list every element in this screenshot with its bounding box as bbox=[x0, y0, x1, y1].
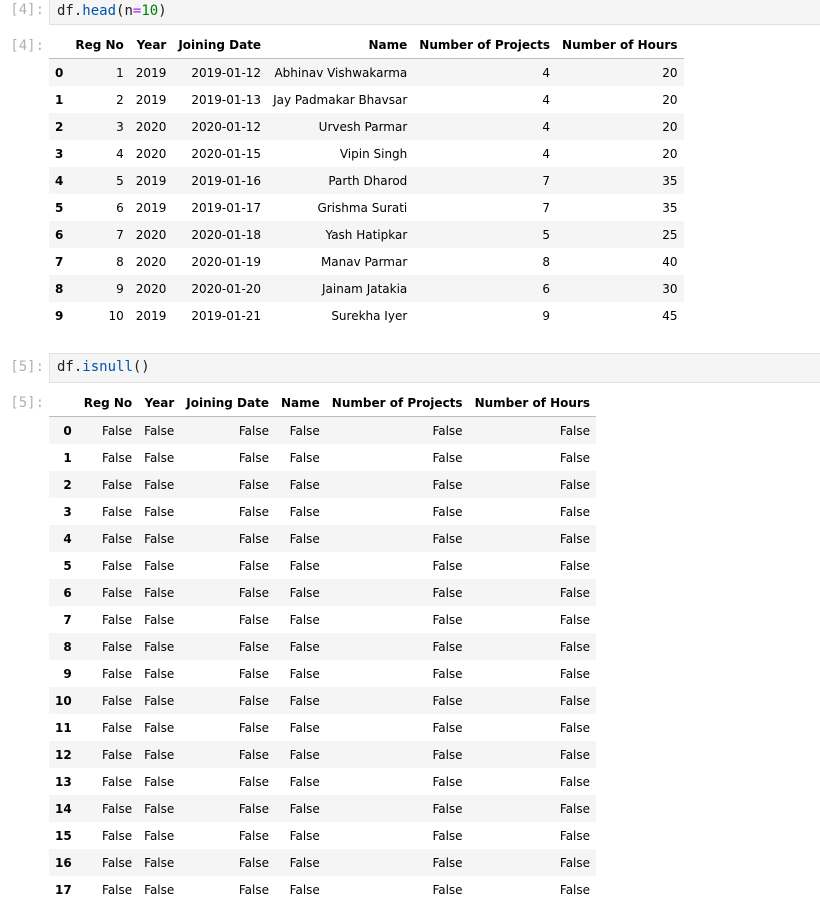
row-index: 13 bbox=[55, 774, 72, 789]
table-cell: False bbox=[432, 747, 463, 762]
table-cell: False bbox=[289, 612, 320, 627]
row-index: 5 bbox=[63, 558, 72, 573]
table-cell: False bbox=[432, 639, 463, 654]
table-cell: False bbox=[432, 666, 463, 681]
table-cell: Jainam Jatakia bbox=[322, 281, 408, 296]
row-index: 8 bbox=[63, 639, 72, 654]
cell-5-input-prompt: [5]: bbox=[10, 359, 44, 375]
table-cell: False bbox=[432, 801, 463, 816]
table-cell: False bbox=[144, 666, 175, 681]
column-header: Year bbox=[138, 390, 180, 417]
table-cell: False bbox=[102, 612, 133, 627]
table-cell: False bbox=[102, 531, 133, 546]
table-row bbox=[49, 167, 684, 194]
table-cell: False bbox=[432, 450, 463, 465]
table-cell: False bbox=[102, 774, 133, 789]
table-row bbox=[49, 795, 596, 822]
table-cell: False bbox=[559, 423, 591, 438]
table-cell: False bbox=[144, 558, 175, 573]
table-cell: False bbox=[559, 558, 591, 573]
table-cell: 6 bbox=[116, 200, 124, 215]
table-cell: False bbox=[432, 504, 463, 519]
table-row bbox=[49, 59, 684, 87]
code-dot: . bbox=[73, 359, 83, 375]
table-cell: 2019 bbox=[135, 65, 167, 80]
table-row bbox=[49, 876, 596, 903]
table-cell: False bbox=[144, 801, 175, 816]
table-cell: False bbox=[559, 477, 591, 492]
table-cell: False bbox=[559, 828, 591, 843]
table-header-row bbox=[49, 32, 684, 59]
table-cell: False bbox=[102, 882, 133, 897]
table-cell: False bbox=[238, 477, 269, 492]
table-cell: 4 bbox=[542, 92, 551, 107]
table-cell: False bbox=[238, 693, 269, 708]
table-row bbox=[49, 275, 684, 302]
table-cell: False bbox=[144, 450, 175, 465]
table-cell: False bbox=[432, 585, 463, 600]
table-cell: False bbox=[432, 720, 463, 735]
table-row bbox=[49, 660, 596, 687]
table-cell: False bbox=[144, 531, 175, 546]
row-index: 11 bbox=[55, 720, 72, 735]
cell-4-input-prompt: [4]: bbox=[10, 2, 44, 18]
table-cell: False bbox=[289, 801, 320, 816]
table-cell: False bbox=[559, 801, 591, 816]
table-cell: False bbox=[238, 531, 269, 546]
table-cell: False bbox=[289, 531, 320, 546]
table-cell: False bbox=[144, 639, 175, 654]
table-cell: 20 bbox=[662, 119, 678, 134]
column-header: Number of Projects bbox=[326, 390, 469, 417]
table-cell: False bbox=[102, 504, 133, 519]
table-cell: False bbox=[144, 720, 175, 735]
table-cell: 20 bbox=[662, 65, 678, 80]
row-index: 17 bbox=[55, 882, 72, 897]
table-cell: 2020 bbox=[135, 254, 167, 269]
cell-5-code-input[interactable] bbox=[49, 353, 820, 383]
code-kwarg: n bbox=[124, 3, 133, 19]
table-cell: 1 bbox=[116, 65, 124, 80]
code-object: df bbox=[57, 359, 74, 375]
table-cell: 4 bbox=[542, 119, 551, 134]
table-cell: False bbox=[559, 747, 591, 762]
table-cell: False bbox=[238, 801, 269, 816]
table-cell: 2019 bbox=[135, 173, 167, 188]
row-index: 2 bbox=[63, 477, 72, 492]
row-index: 7 bbox=[55, 254, 64, 269]
table-cell: Urvesh Parmar bbox=[318, 119, 408, 134]
row-index: 2 bbox=[55, 119, 64, 134]
row-index: 15 bbox=[55, 828, 72, 843]
code-number: 10 bbox=[141, 3, 159, 19]
table-row bbox=[49, 525, 596, 552]
table-cell: Grishma Surati bbox=[317, 200, 408, 215]
code-method: isnull bbox=[82, 359, 133, 375]
table-cell: False bbox=[238, 558, 269, 573]
table-row bbox=[49, 221, 684, 248]
table-cell: 20 bbox=[662, 92, 678, 107]
table-cell: 25 bbox=[662, 227, 678, 242]
table-cell: 2019-01-17 bbox=[191, 200, 262, 215]
table-cell: Manav Parmar bbox=[320, 254, 408, 269]
cell-4-code bbox=[57, 3, 167, 19]
table-row bbox=[49, 741, 596, 768]
table-cell: 7 bbox=[542, 173, 551, 188]
table-row bbox=[49, 113, 684, 140]
table-row bbox=[49, 194, 684, 221]
table-cell: False bbox=[559, 720, 591, 735]
table-cell: 4 bbox=[542, 146, 551, 161]
table-cell: 9 bbox=[542, 308, 551, 323]
table-cell: Surekha Iyer bbox=[331, 308, 408, 323]
row-index: 3 bbox=[55, 146, 64, 161]
table-cell: False bbox=[289, 450, 320, 465]
table-row bbox=[49, 302, 684, 329]
table-row bbox=[49, 687, 596, 714]
table-row bbox=[49, 633, 596, 660]
row-index: 10 bbox=[55, 693, 72, 708]
table-row bbox=[49, 849, 596, 876]
table-row bbox=[49, 86, 684, 113]
table-cell: False bbox=[289, 855, 320, 870]
table-cell: False bbox=[144, 477, 175, 492]
table-cell: False bbox=[559, 855, 591, 870]
table-cell: 6 bbox=[542, 281, 551, 296]
table-cell: 10 bbox=[108, 308, 124, 323]
table-cell: False bbox=[289, 882, 320, 897]
table-cell: False bbox=[289, 477, 320, 492]
table-cell: 20 bbox=[662, 146, 678, 161]
table-cell: 2019-01-12 bbox=[191, 65, 262, 80]
table-cell: False bbox=[144, 747, 175, 762]
table-cell: False bbox=[238, 774, 269, 789]
column-header: Name bbox=[267, 32, 413, 59]
column-header: Reg No bbox=[69, 32, 129, 59]
table-cell: 4 bbox=[542, 65, 551, 80]
table-cell: False bbox=[238, 855, 269, 870]
table-cell: 2020-01-19 bbox=[191, 254, 262, 269]
table-row bbox=[49, 714, 596, 741]
table-cell: Parth Dharod bbox=[328, 173, 408, 188]
table-cell: 5 bbox=[116, 173, 124, 188]
table-cell: False bbox=[238, 423, 269, 438]
table-cell: Yash Hatipkar bbox=[325, 227, 408, 242]
table-cell: False bbox=[238, 882, 269, 897]
code-object: df bbox=[57, 3, 74, 19]
table-cell: False bbox=[559, 585, 591, 600]
table-cell: False bbox=[102, 855, 133, 870]
table-header-row bbox=[49, 390, 596, 417]
table-body bbox=[49, 59, 684, 330]
table-cell: False bbox=[144, 774, 175, 789]
table-cell: False bbox=[144, 693, 175, 708]
table-cell: Vipin Singh bbox=[339, 146, 408, 161]
cell-5-code bbox=[57, 359, 150, 375]
column-header: Reg No bbox=[78, 390, 138, 417]
row-index: 6 bbox=[63, 585, 72, 600]
table-row bbox=[49, 140, 684, 167]
table-cell: False bbox=[289, 828, 320, 843]
table-cell: False bbox=[432, 477, 463, 492]
table-cell: 5 bbox=[542, 227, 551, 242]
column-header: Joining Date bbox=[180, 390, 275, 417]
index-header bbox=[49, 390, 78, 417]
table-cell: False bbox=[289, 423, 320, 438]
table-cell: False bbox=[289, 720, 320, 735]
table-cell: 7 bbox=[116, 227, 124, 242]
table-cell: False bbox=[289, 747, 320, 762]
table-cell: False bbox=[102, 477, 133, 492]
table-cell: False bbox=[102, 720, 133, 735]
table-cell: False bbox=[559, 450, 591, 465]
cell-4-output-prompt: [4]: bbox=[10, 38, 44, 54]
table-cell: 2019-01-16 bbox=[191, 173, 262, 188]
table-cell: Abhinav Vishwakarma bbox=[274, 65, 408, 80]
table-cell: 9 bbox=[116, 281, 124, 296]
table-row bbox=[49, 444, 596, 471]
table-cell: False bbox=[289, 504, 320, 519]
table-row bbox=[49, 417, 596, 445]
table-cell: False bbox=[432, 558, 463, 573]
code-call-parens: () bbox=[132, 359, 150, 375]
table-cell: 3 bbox=[116, 119, 124, 134]
table-cell: Jay Padmakar Bhavsar bbox=[273, 92, 408, 107]
code-dot: . bbox=[73, 3, 83, 19]
table-cell: False bbox=[238, 450, 269, 465]
row-index: 8 bbox=[55, 281, 64, 296]
table-cell: False bbox=[238, 828, 269, 843]
code-paren-close: ) bbox=[158, 3, 167, 19]
row-index: 0 bbox=[63, 423, 72, 438]
table-cell: False bbox=[432, 774, 463, 789]
table-cell: 2020 bbox=[135, 146, 167, 161]
code-paren-open: ( bbox=[116, 3, 125, 19]
table-cell: 2020-01-15 bbox=[191, 146, 262, 161]
row-index: 4 bbox=[63, 531, 72, 546]
table-cell: False bbox=[289, 666, 320, 681]
table-cell: 2 bbox=[116, 92, 124, 107]
table-row bbox=[49, 822, 596, 849]
table-cell: False bbox=[144, 882, 175, 897]
table-cell: False bbox=[432, 855, 463, 870]
row-index: 1 bbox=[55, 92, 64, 107]
code-method: head bbox=[82, 3, 117, 19]
table-cell: 2019-01-13 bbox=[191, 92, 262, 107]
table-cell: False bbox=[238, 720, 269, 735]
table-cell: 2020-01-20 bbox=[191, 281, 262, 296]
table-cell: False bbox=[238, 612, 269, 627]
table-cell: False bbox=[289, 585, 320, 600]
table-cell: 35 bbox=[662, 173, 678, 188]
table-cell: 2019 bbox=[135, 92, 167, 107]
isnull-dataframe-table bbox=[49, 390, 596, 903]
table-cell: False bbox=[432, 828, 463, 843]
table-cell: 2020 bbox=[135, 227, 167, 242]
table-cell: False bbox=[238, 747, 269, 762]
table-cell: 2019 bbox=[135, 200, 167, 215]
column-header: Joining Date bbox=[172, 32, 267, 59]
index-header bbox=[49, 32, 69, 59]
table-row bbox=[49, 498, 596, 525]
table-cell: 2019-01-21 bbox=[191, 308, 262, 323]
table-cell: False bbox=[559, 639, 591, 654]
table-cell: False bbox=[238, 639, 269, 654]
row-index: 7 bbox=[63, 612, 72, 627]
table-cell: False bbox=[144, 423, 175, 438]
column-header: Number of Projects bbox=[413, 32, 556, 59]
table-cell: False bbox=[144, 585, 175, 600]
table-cell: False bbox=[289, 558, 320, 573]
table-cell: 2020-01-12 bbox=[191, 119, 262, 134]
table-cell: 4 bbox=[116, 146, 124, 161]
row-index: 9 bbox=[55, 308, 64, 323]
table-cell: False bbox=[559, 666, 591, 681]
row-index: 6 bbox=[55, 227, 64, 242]
table-cell: 2020 bbox=[135, 119, 167, 134]
table-cell: False bbox=[559, 612, 591, 627]
table-row bbox=[49, 579, 596, 606]
code-equals: = bbox=[132, 3, 142, 19]
table-row bbox=[49, 248, 684, 275]
row-index: 16 bbox=[55, 855, 72, 870]
table-cell: False bbox=[238, 504, 269, 519]
table-cell: False bbox=[144, 855, 175, 870]
column-header: Number of Hours bbox=[469, 390, 596, 417]
cell-4-code-input[interactable] bbox=[49, 0, 820, 25]
table-row bbox=[49, 471, 596, 498]
table-cell: False bbox=[102, 423, 133, 438]
table-cell: False bbox=[289, 693, 320, 708]
table-cell: False bbox=[559, 504, 591, 519]
table-cell: False bbox=[432, 423, 463, 438]
table-cell: 7 bbox=[542, 200, 551, 215]
table-cell: 40 bbox=[662, 254, 678, 269]
table-row bbox=[49, 552, 596, 579]
table-cell: False bbox=[559, 774, 591, 789]
row-index: 4 bbox=[55, 173, 64, 188]
table-cell: 45 bbox=[662, 308, 678, 323]
table-cell: False bbox=[144, 828, 175, 843]
row-index: 12 bbox=[55, 747, 72, 762]
table-cell: 8 bbox=[116, 254, 124, 269]
table-cell: False bbox=[102, 639, 133, 654]
table-cell: False bbox=[238, 585, 269, 600]
table-cell: False bbox=[144, 612, 175, 627]
row-index: 1 bbox=[63, 450, 72, 465]
column-header: Name bbox=[275, 390, 326, 417]
table-cell: False bbox=[289, 774, 320, 789]
table-cell: False bbox=[432, 531, 463, 546]
table-cell: 2019 bbox=[135, 308, 167, 323]
table-cell: False bbox=[559, 531, 591, 546]
table-cell: False bbox=[102, 693, 133, 708]
table-row bbox=[49, 768, 596, 795]
table-cell: False bbox=[432, 612, 463, 627]
table-cell: False bbox=[102, 828, 133, 843]
row-index: 0 bbox=[55, 65, 64, 80]
table-cell: 2020 bbox=[135, 281, 167, 296]
table-cell: False bbox=[238, 666, 269, 681]
row-index: 3 bbox=[63, 504, 72, 519]
table-cell: False bbox=[432, 882, 463, 897]
column-header: Number of Hours bbox=[556, 32, 683, 59]
table-cell: False bbox=[102, 801, 133, 816]
table-cell: False bbox=[102, 450, 133, 465]
table-cell: 30 bbox=[662, 281, 678, 296]
table-cell: False bbox=[144, 504, 175, 519]
table-cell: False bbox=[559, 693, 591, 708]
table-cell: False bbox=[289, 639, 320, 654]
cell-5-output-prompt: [5]: bbox=[10, 395, 44, 411]
table-row bbox=[49, 606, 596, 633]
table-cell: False bbox=[559, 882, 591, 897]
row-index: 9 bbox=[63, 666, 72, 681]
table-body bbox=[49, 417, 596, 904]
table-cell: 8 bbox=[542, 254, 551, 269]
table-cell: False bbox=[102, 747, 133, 762]
table-cell: 2020-01-18 bbox=[191, 227, 262, 242]
table-cell: False bbox=[102, 666, 133, 681]
column-header: Year bbox=[130, 32, 173, 59]
table-cell: 35 bbox=[662, 200, 678, 215]
row-index: 14 bbox=[55, 801, 72, 816]
row-index: 5 bbox=[55, 200, 64, 215]
table-cell: False bbox=[102, 585, 133, 600]
table-cell: False bbox=[432, 693, 463, 708]
head-dataframe-table bbox=[49, 32, 684, 329]
table-cell: False bbox=[102, 558, 133, 573]
